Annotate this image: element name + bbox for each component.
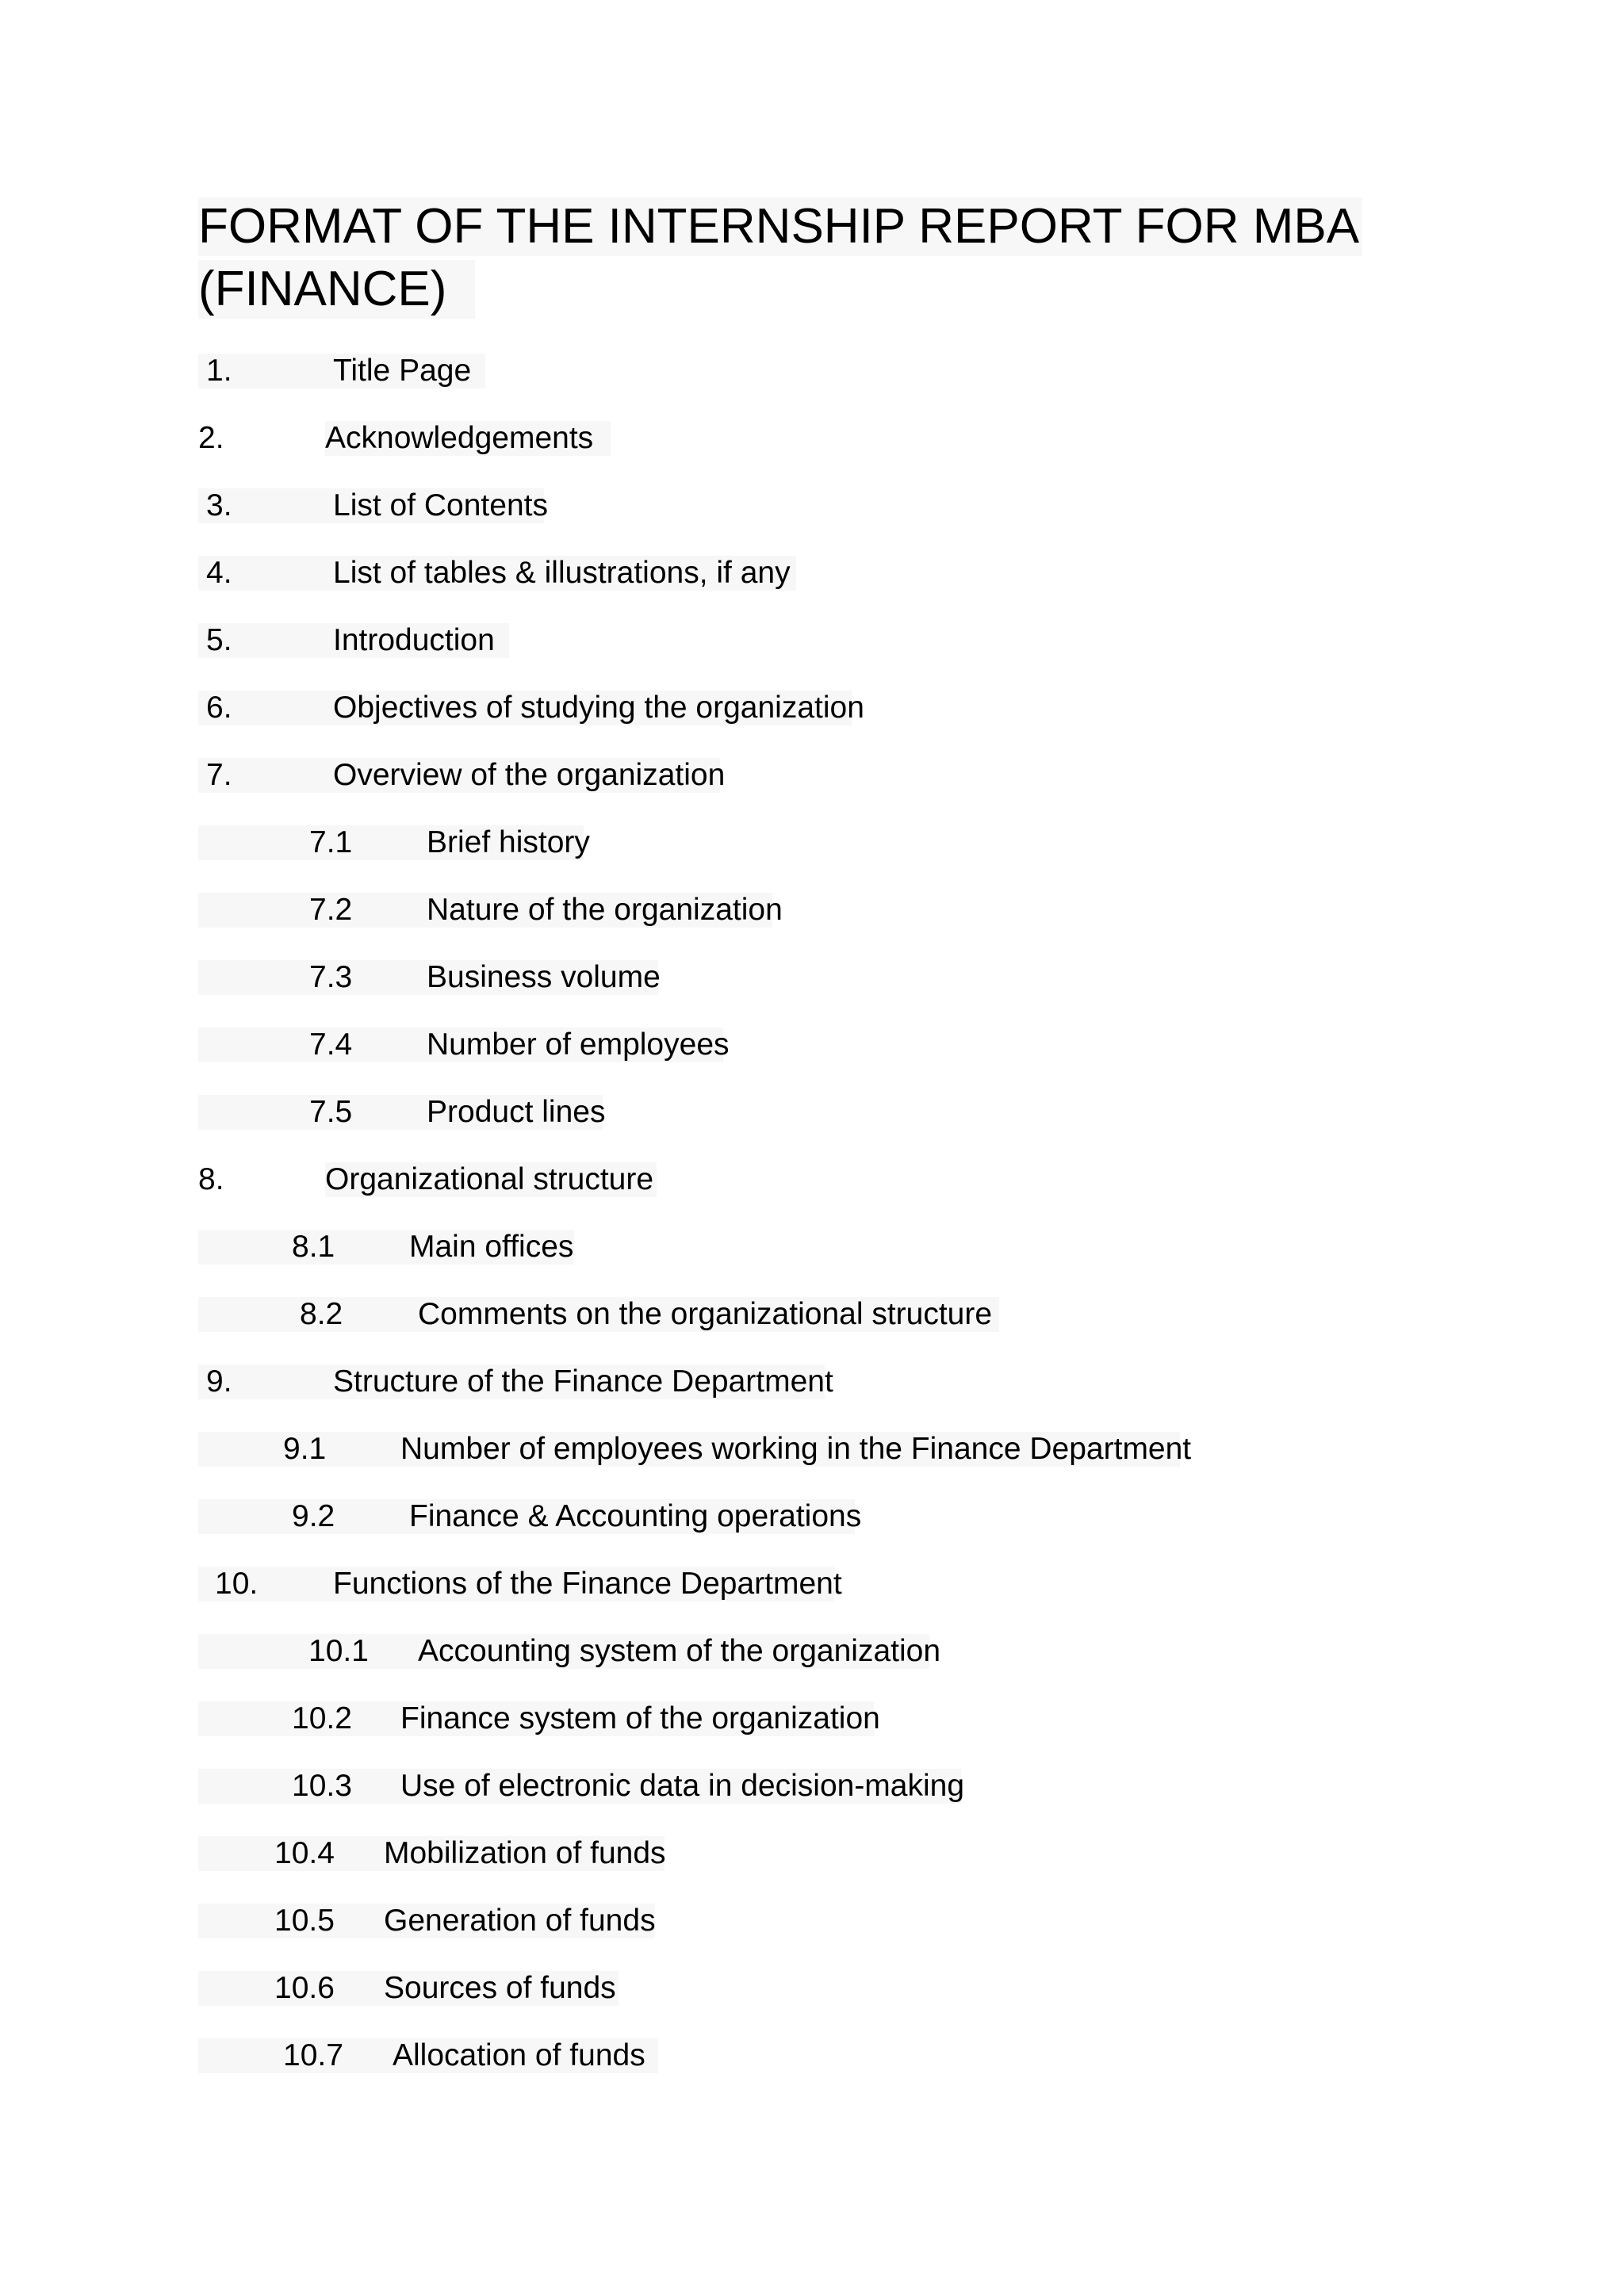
toc-item-text: Title Page bbox=[333, 354, 472, 388]
toc-item-10-2 bbox=[198, 1701, 880, 1736]
toc-item-text: Overview of the organization bbox=[333, 758, 726, 792]
toc-item-text: Brief history bbox=[427, 825, 590, 859]
toc-item-1 bbox=[198, 354, 485, 388]
toc-item-7-1 bbox=[198, 825, 590, 860]
toc-item-number: 8.2 bbox=[300, 1297, 343, 1331]
toc-item-9 bbox=[198, 1364, 833, 1399]
toc-item-number: 7.5 bbox=[309, 1095, 353, 1129]
toc-item-6 bbox=[198, 691, 864, 725]
toc-item-number: 7. bbox=[206, 758, 232, 792]
toc-item-text: Sources of funds bbox=[384, 1971, 616, 2005]
toc-item-number: 10.2 bbox=[292, 1701, 352, 1735]
toc-item-number: 1. bbox=[206, 354, 232, 388]
toc-item-8-1 bbox=[198, 1230, 574, 1265]
toc-item-text: Number of employees bbox=[427, 1027, 730, 1062]
toc-item-10-5 bbox=[198, 1904, 655, 1938]
toc-item-text: Use of electronic data in decision-making bbox=[400, 1769, 965, 1803]
toc-item-text: Number of employees working in the Finance Department bbox=[400, 1432, 1192, 1466]
toc-item-number: 7.2 bbox=[309, 893, 353, 927]
toc-item-4 bbox=[198, 556, 796, 591]
toc-item-9-1 bbox=[198, 1432, 1192, 1467]
toc-item-7-4 bbox=[198, 1027, 730, 1062]
toc-item-text: Generation of funds bbox=[384, 1904, 656, 1938]
toc-item-text: Finance & Accounting operations bbox=[409, 1499, 862, 1533]
toc-item-text: Structure of the Finance Department bbox=[333, 1364, 833, 1399]
toc-item-number: 4. bbox=[206, 556, 232, 590]
toc-item-number: 5. bbox=[206, 623, 232, 657]
toc-item-number: 3. bbox=[206, 488, 232, 522]
toc-item-7-3 bbox=[198, 960, 661, 995]
toc-item-10-3 bbox=[198, 1769, 965, 1804]
toc-item-number: 10.4 bbox=[274, 1836, 335, 1870]
toc-item-number: 9. bbox=[206, 1364, 232, 1399]
document-title-line-2: (FINANCE) bbox=[198, 260, 475, 319]
toc-item-text: Mobilization of funds bbox=[384, 1836, 666, 1870]
toc-item-8-2 bbox=[198, 1297, 999, 1332]
toc-item-text: Allocation of funds bbox=[393, 2038, 645, 2072]
toc-item-text: Main offices bbox=[409, 1230, 574, 1264]
toc-item-text: Comments on the organizational structure bbox=[418, 1297, 993, 1331]
toc-item-number: 10.6 bbox=[274, 1971, 335, 2005]
toc-item-number: 7.1 bbox=[309, 825, 353, 859]
toc-item-number: 7.3 bbox=[309, 960, 353, 994]
toc-item-10-7 bbox=[198, 2038, 658, 2073]
toc-item-number: 8. bbox=[198, 1162, 224, 1196]
toc-item-number: 9.1 bbox=[283, 1432, 327, 1466]
toc-item-number: 10.5 bbox=[274, 1904, 335, 1938]
toc-item-number: 9.2 bbox=[292, 1499, 335, 1533]
toc-item-text: Accounting system of the organization bbox=[418, 1634, 941, 1668]
toc-item-2 bbox=[198, 421, 606, 456]
toc-item-7-2 bbox=[198, 893, 783, 928]
toc-item-9-2 bbox=[198, 1499, 862, 1534]
toc-item-text: Organizational structure bbox=[325, 1162, 657, 1197]
toc-item-number: 10.1 bbox=[308, 1634, 369, 1668]
toc-item-8 bbox=[198, 1162, 654, 1197]
toc-item-text: Functions of the Finance Department bbox=[333, 1567, 842, 1601]
toc-item-text: Product lines bbox=[427, 1095, 606, 1129]
toc-item-number: 7.4 bbox=[309, 1027, 353, 1062]
toc-item-10-6 bbox=[198, 1971, 619, 2006]
toc-item-7 bbox=[198, 758, 726, 793]
toc-item-10-1 bbox=[198, 1634, 941, 1669]
toc-item-number: 10.7 bbox=[283, 2038, 343, 2072]
toc-item-10 bbox=[198, 1567, 842, 1601]
toc-item-text: Objectives of studying the organization bbox=[333, 691, 864, 725]
toc-item-text: Business volume bbox=[427, 960, 661, 994]
toc-item-text: List of Contents bbox=[333, 488, 548, 522]
toc-item-5 bbox=[198, 623, 509, 658]
toc-item-number: 8.1 bbox=[292, 1230, 335, 1264]
toc-item-text: Introduction bbox=[333, 623, 495, 657]
toc-item-text: Acknowledgements bbox=[325, 421, 611, 456]
document-title-line-1: FORMAT OF THE INTERNSHIP REPORT FOR MBA bbox=[198, 197, 1362, 256]
toc-item-text: Finance system of the organization bbox=[400, 1701, 880, 1735]
toc-item-number: 2. bbox=[198, 421, 224, 455]
toc-item-7-5 bbox=[198, 1095, 606, 1130]
toc-item-number: 10.3 bbox=[292, 1769, 352, 1803]
toc-item-3 bbox=[198, 488, 548, 523]
toc-item-number: 6. bbox=[206, 691, 232, 725]
toc-item-text: Nature of the organization bbox=[427, 893, 783, 927]
toc-item-text: List of tables & illustrations, if any bbox=[333, 556, 791, 590]
toc-item-number: 10. bbox=[215, 1567, 259, 1601]
toc-item-10-4 bbox=[198, 1836, 665, 1871]
